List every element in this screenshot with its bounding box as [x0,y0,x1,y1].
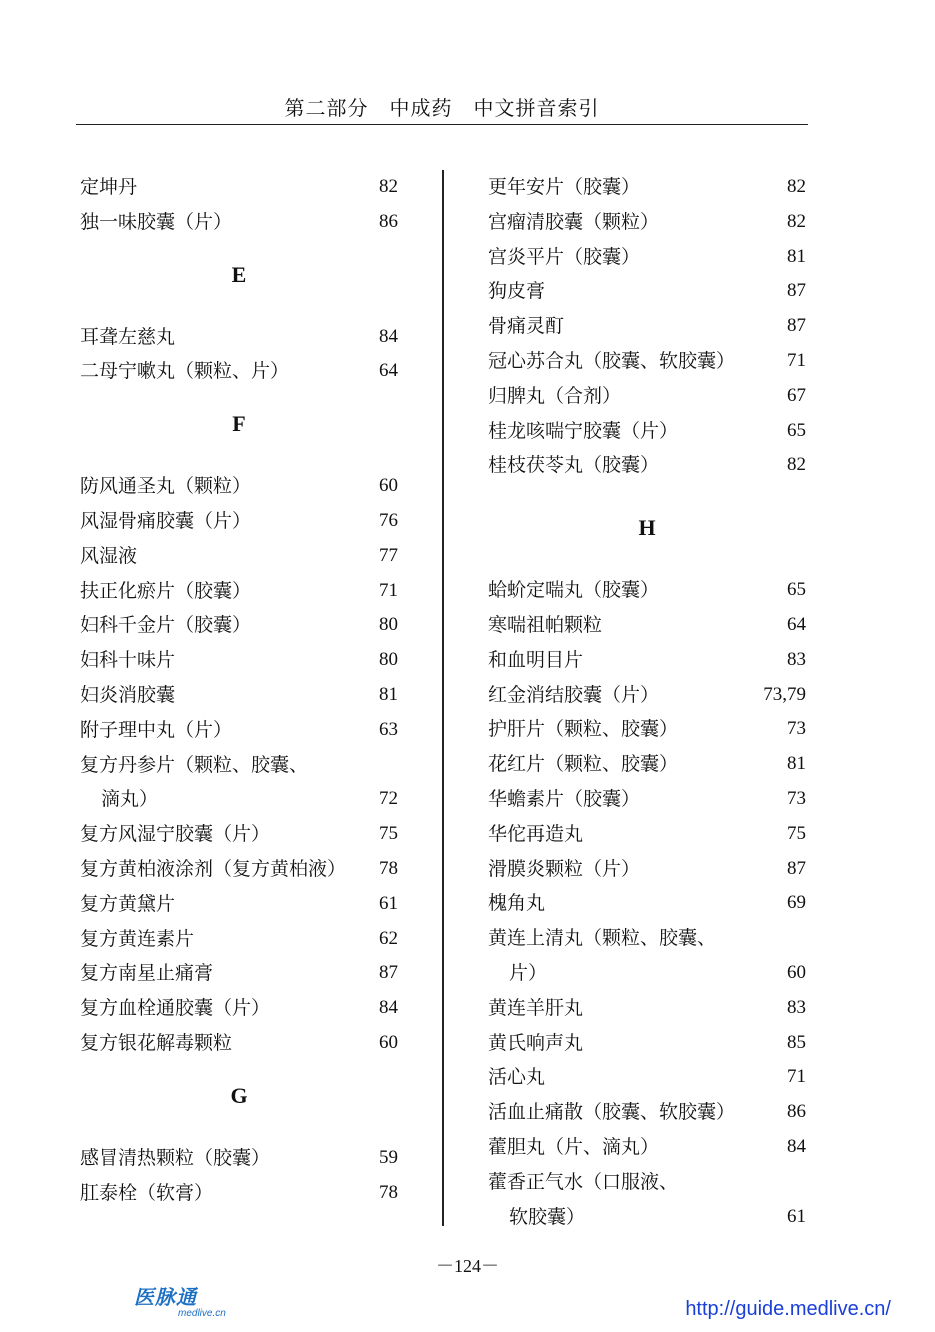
index-entry [80,713,398,748]
index-entry [488,240,806,275]
entry-name-line1: 复方丹参片（颗粒、胶囊、 [80,753,309,776]
index-entry [80,817,398,852]
entry-name: 复方银花解毒颗粒 [80,1031,233,1054]
index-entry [488,1060,806,1095]
entry-name: 复方风湿宁胶囊（片） [80,823,271,846]
entry-page: 71 [787,1066,806,1088]
entry-page: 81 [787,245,806,267]
entry-name: 防风通圣丸（颗粒） [80,475,252,498]
entry-page: 84 [379,997,398,1019]
index-entry [488,608,806,643]
entry-name: 二母宁嗽丸（颗粒、片） [80,360,290,383]
index-entry [488,205,806,240]
entry-page: 73 [787,787,806,809]
entry-name: 附子理中丸（片） [80,718,233,741]
entry-page: 87 [787,857,806,879]
entry-name: 定坤丹 [80,176,138,198]
entry-name-line1: 藿香正气水（口服液、 [488,1170,679,1193]
entry-name: 复方血栓通胶囊（片） [80,997,271,1020]
entry-page: 86 [787,1101,806,1123]
right-column [488,170,806,1234]
entry-page: 63 [379,718,398,740]
entry-name: 黄连羊肝丸 [488,996,584,1019]
index-entry [80,1141,398,1176]
entry-name: 感冒清热颗粒（胶囊） [80,1146,271,1169]
entry-name: 复方南星止痛膏 [80,962,214,985]
header-rule [76,124,808,125]
index-entry [488,678,806,713]
index-entry [488,309,806,344]
index-entry [488,1130,806,1165]
entry-page: 87 [787,280,806,302]
logo-subtext: medlive.cn [178,1308,226,1319]
entry-page: 77 [379,544,398,566]
entry-page: 87 [379,962,398,984]
entry-name: 骨痛灵酊 [488,315,565,338]
entry-page: 81 [379,683,398,705]
entry-page: 86 [379,210,398,232]
entry-page: 80 [379,614,398,636]
entry-page: 82 [787,210,806,232]
index-entry [80,922,398,957]
entry-name: 槐角丸 [488,892,546,915]
index-entry [488,782,806,817]
index-entry [80,748,398,818]
entry-name: 妇炎消胶囊 [80,683,176,706]
page-number: －124－ [436,1256,499,1276]
entry-page: 80 [379,649,398,671]
entry-name: 滑膜炎颗粒（片） [488,857,641,880]
index-entry [488,852,806,887]
entry-page: 78 [379,1181,398,1203]
entry-page: 65 [787,579,806,601]
entry-page: 60 [787,961,806,983]
index-entry [488,448,806,483]
entry-name: 寒喘祖帕颗粒 [488,613,603,636]
entry-name: 藿胆丸（片、滴丸） [488,1135,660,1158]
entry-name: 归脾丸（合剂） [488,384,622,407]
page-header-title: 第二部分 中成药 中文拼音索引 [284,96,600,120]
index-entry [80,643,398,678]
entry-name: 华佗再造丸 [488,822,584,845]
entry-page: 85 [787,1031,806,1053]
entry-page: 73 [787,718,806,740]
entry-name-line2: 片） [509,961,548,984]
entry-page: 72 [379,788,398,810]
logo-text: 医脉通 [134,1285,197,1309]
index-entry [80,539,398,574]
entry-page: 59 [379,1146,398,1168]
entry-page: 87 [787,315,806,337]
entry-page: 75 [787,822,806,844]
index-entry [488,414,806,449]
entry-page: 84 [787,1135,806,1157]
entry-name: 风湿液 [80,544,138,567]
entry-name: 黄氏响声丸 [488,1031,584,1054]
section-heading-h: H [638,515,656,541]
medlive-logo [134,1281,244,1325]
entry-page: 60 [379,475,398,497]
site-url-link[interactable]: http://guide.medlive.cn/ [685,1298,891,1320]
entry-page: 60 [379,1031,398,1053]
entry-page: 83 [787,996,806,1018]
entry-page: 67 [787,384,806,406]
index-entry [488,886,806,921]
entry-page: 71 [379,579,398,601]
entry-page: 82 [787,454,806,476]
entry-page: 64 [379,360,398,382]
entry-name: 耳聋左慈丸 [80,325,176,348]
entry-name: 华蟾素片（胶囊） [488,787,641,810]
entry-page: 78 [379,857,398,879]
index-entry [80,574,398,609]
entry-page: 64 [787,613,806,635]
entry-name-line1: 黄连上清丸（颗粒、胶囊、 [488,927,717,950]
entry-name: 复方黄黛片 [80,892,176,915]
entry-name: 护肝片（颗粒、胶囊） [488,718,679,741]
entry-page: 81 [787,753,806,775]
index-entry [488,1095,806,1130]
index-entry [80,469,398,504]
entry-name: 花红片（颗粒、胶囊） [488,753,679,776]
entry-name: 桂枝茯苓丸（胶囊） [488,454,660,477]
index-entry [80,991,398,1026]
entry-name-line2: 软胶囊） [509,1205,586,1228]
index-entry [80,678,398,713]
entry-page: 61 [379,892,398,914]
index-entry [488,747,806,782]
index-entry [488,170,806,205]
entry-name: 扶正化瘀片（胶囊） [80,579,252,602]
entry-name: 更年安片（胶囊） [488,176,641,198]
entry-name: 狗皮膏 [488,280,546,303]
entry-name: 风湿骨痛胶囊（片） [80,509,252,532]
entry-name [488,1165,678,1235]
entry-name: 复方黄连素片 [80,927,195,950]
entry-name [80,748,308,818]
entry-page: 62 [379,927,398,949]
entry-name: 独一味胶囊（片） [80,210,233,233]
index-entry [488,921,806,991]
entry-page: 76 [379,509,398,531]
section-heading-g: G [230,1082,248,1108]
entry-name: 复方黄柏液涂剂（复方黄柏液） [80,857,347,880]
index-entry [488,1026,806,1061]
index-entry [80,1026,398,1061]
entry-name: 活心丸 [488,1066,546,1089]
entry-page: 83 [787,648,806,670]
entry-name: 妇科千金片（胶囊） [80,614,252,637]
index-entry [488,817,806,852]
index-entry [488,573,806,608]
index-entry [80,956,398,991]
entry-name: 宫瘤清胶囊（颗粒） [488,210,660,233]
entry-page: 75 [379,823,398,845]
column-divider [442,170,444,1226]
entry-page: 82 [787,176,806,197]
entry-name: 宫炎平片（胶囊） [488,245,641,268]
entry-name: 和血明目片 [488,648,584,671]
index-entry [488,379,806,414]
index-entry [488,274,806,309]
entry-page: 61 [787,1205,806,1227]
index-entry [80,354,398,389]
entry-page: 69 [787,892,806,914]
entry-page: 84 [379,325,398,347]
entry-page: 82 [379,176,398,197]
index-entry [80,887,398,922]
entry-name [488,921,716,991]
index-entry [80,608,398,643]
index-entry [488,712,806,747]
index-entry [80,1176,398,1211]
entry-name: 冠心苏合丸（胶囊、软胶囊） [488,349,736,372]
index-entry [488,991,806,1026]
entry-name: 妇科十味片 [80,649,176,672]
index-entry [488,344,806,379]
left-column [80,170,398,1210]
index-entry [80,504,398,539]
section-heading-f: F [232,411,246,437]
index-entry [488,643,806,678]
entry-page: 73,79 [763,683,806,705]
entry-name: 活血止痛散（胶囊、软胶囊） [488,1101,736,1124]
index-entry [80,205,398,240]
index-entry [488,1165,806,1235]
entry-name: 红金消结胶囊（片） [488,683,660,706]
entry-name: 肛泰栓（软膏） [80,1181,214,1204]
entry-page: 71 [787,349,806,371]
section-heading-e: E [231,261,247,287]
index-entry [80,170,398,205]
index-entry [80,852,398,887]
entry-name: 蛤蚧定喘丸（胶囊） [488,579,660,602]
index-entry [80,320,398,355]
entry-name: 桂龙咳喘宁胶囊（片） [488,419,679,442]
entry-name-line2: 滴丸） [101,788,159,811]
entry-page: 65 [787,419,806,441]
